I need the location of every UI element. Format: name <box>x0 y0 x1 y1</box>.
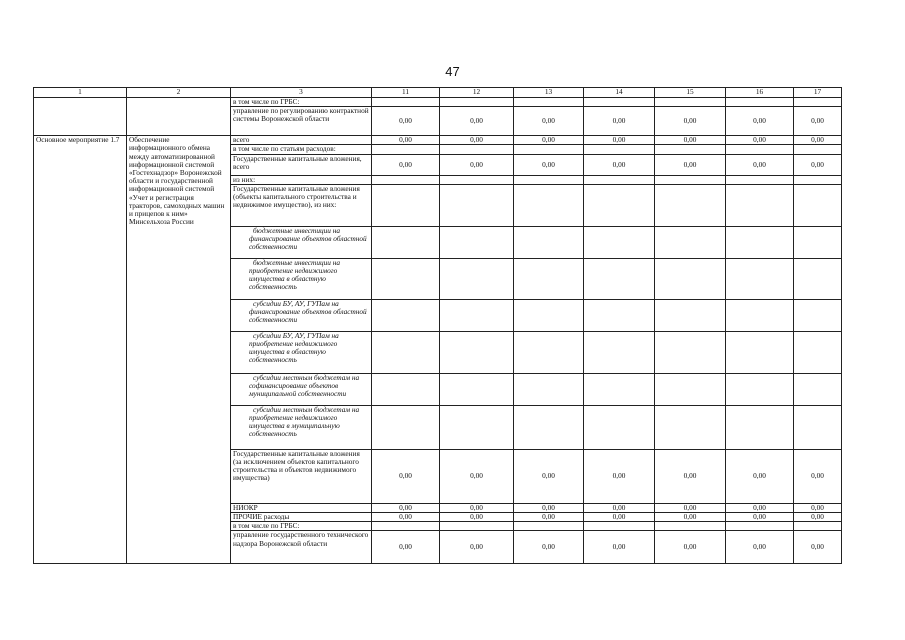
value-cell: 0,00 <box>655 513 726 522</box>
value-cell <box>514 405 584 449</box>
value-cell <box>726 522 794 531</box>
value-cell: 0,00 <box>726 531 794 564</box>
value-cell <box>372 145 440 154</box>
row-label: в том числе по ГРБС: <box>231 522 372 531</box>
value-cell <box>584 331 655 373</box>
value-cell: 0,00 <box>584 513 655 522</box>
value-cell <box>726 299 794 331</box>
value-cell: 0,00 <box>440 531 514 564</box>
header-cell: 1 <box>34 88 127 98</box>
header-cell: 12 <box>440 88 514 98</box>
empty-cell <box>127 98 231 136</box>
value-cell: 0,00 <box>440 154 514 175</box>
row-label: субсидии местным бюджетам на приобретение недвижимого имущества в муниципальную собственность <box>231 405 372 449</box>
value-cell: 0,00 <box>514 136 584 145</box>
value-cell <box>514 184 584 226</box>
value-cell <box>372 331 440 373</box>
value-cell: 0,00 <box>440 513 514 522</box>
value-cell <box>794 522 842 531</box>
value-cell <box>794 331 842 373</box>
value-cell <box>726 405 794 449</box>
value-cell <box>726 226 794 258</box>
value-cell <box>655 299 726 331</box>
value-cell <box>440 175 514 184</box>
value-cell: 0,00 <box>514 154 584 175</box>
value-cell <box>655 175 726 184</box>
value-cell <box>794 184 842 226</box>
value-cell <box>372 299 440 331</box>
value-cell <box>372 405 440 449</box>
value-cell <box>584 405 655 449</box>
value-cell <box>794 175 842 184</box>
value-cell <box>440 98 514 107</box>
value-cell <box>514 226 584 258</box>
row-label: субсидии БУ, АУ, ГУПам на финансирование объектов областной собственности <box>231 299 372 331</box>
empty-cell <box>34 98 127 136</box>
value-cell: 0,00 <box>794 107 842 136</box>
budget-table <box>33 87 842 564</box>
value-cell: 0,00 <box>440 503 514 512</box>
value-cell: 0,00 <box>794 513 842 522</box>
value-cell: 0,00 <box>726 513 794 522</box>
value-cell <box>655 226 726 258</box>
activity-code: Основное мероприятие 1.7 <box>34 136 127 564</box>
value-cell <box>794 226 842 258</box>
value-cell <box>372 373 440 405</box>
value-cell <box>726 145 794 154</box>
value-cell: 0,00 <box>584 136 655 145</box>
row-label: Государственные капитальные вложения, всего <box>231 154 372 175</box>
value-cell <box>372 522 440 531</box>
value-cell <box>655 522 726 531</box>
value-cell <box>726 184 794 226</box>
row-label: всего <box>231 136 372 145</box>
value-cell <box>584 373 655 405</box>
row-label: НИОКР <box>231 503 372 512</box>
row-label: бюджетные инвестиции на приобретение недвижимого имущества в областную собственность <box>231 258 372 299</box>
value-cell: 0,00 <box>726 449 794 503</box>
value-cell <box>514 98 584 107</box>
value-cell <box>440 258 514 299</box>
value-cell: 0,00 <box>514 531 584 564</box>
value-cell <box>655 145 726 154</box>
value-cell <box>584 258 655 299</box>
header-cell: 15 <box>655 88 726 98</box>
row-label: управление государственного технического надзора Воронежской области <box>231 531 372 564</box>
value-cell <box>655 184 726 226</box>
value-cell: 0,00 <box>372 449 440 503</box>
header-cell: 14 <box>584 88 655 98</box>
header-cell: 2 <box>127 88 231 98</box>
value-cell <box>794 373 842 405</box>
value-cell: 0,00 <box>726 107 794 136</box>
value-cell: 0,00 <box>440 136 514 145</box>
value-cell <box>372 258 440 299</box>
value-cell: 0,00 <box>655 449 726 503</box>
row-label: Государственные капитальные вложения (объекты капитального строительства и недвижимое имущество), из них: <box>231 184 372 226</box>
row-label: в том числе по статьям расходов: <box>231 145 372 154</box>
value-cell: 0,00 <box>794 136 842 145</box>
value-cell <box>726 331 794 373</box>
activity-name: Обеспечение информационного обмена между автоматизированной информационной системой «Гостехнадзор» Воронежской области и государственной информационной системой «Учет и регистрация тракторов, самоходных машин и прицепов к ним» Минсельхоза России <box>127 136 231 564</box>
row-label: субсидии местным бюджетам на софинансирование объектов муниципальной собственности <box>231 373 372 405</box>
value-cell: 0,00 <box>514 503 584 512</box>
row-label: ПРОЧИЕ расходы <box>231 513 372 522</box>
value-cell <box>584 175 655 184</box>
value-cell: 0,00 <box>655 503 726 512</box>
value-cell <box>514 145 584 154</box>
header-row <box>34 88 842 98</box>
value-cell: 0,00 <box>514 449 584 503</box>
row-label: управление по регулированию контрактной системы Воронежской области <box>231 107 372 136</box>
value-cell <box>440 226 514 258</box>
value-cell <box>794 98 842 107</box>
value-cell <box>655 373 726 405</box>
value-cell <box>726 98 794 107</box>
value-cell <box>372 175 440 184</box>
value-cell: 0,00 <box>584 503 655 512</box>
value-cell <box>372 98 440 107</box>
value-cell <box>514 258 584 299</box>
value-cell <box>726 373 794 405</box>
value-cell <box>794 258 842 299</box>
value-cell <box>794 299 842 331</box>
value-cell: 0,00 <box>440 449 514 503</box>
value-cell <box>726 258 794 299</box>
row-label: Государственные капитальные вложения (за исключением объектов капитального строительства и объектов недвижимого имущества) <box>231 449 372 503</box>
header-cell: 13 <box>514 88 584 98</box>
value-cell <box>372 226 440 258</box>
value-cell: 0,00 <box>726 136 794 145</box>
value-cell <box>584 299 655 331</box>
value-cell <box>655 405 726 449</box>
value-cell <box>440 145 514 154</box>
header-cell: 3 <box>231 88 372 98</box>
value-cell <box>794 145 842 154</box>
value-cell: 0,00 <box>655 531 726 564</box>
value-cell <box>440 373 514 405</box>
value-cell <box>584 145 655 154</box>
value-cell: 0,00 <box>584 531 655 564</box>
value-cell: 0,00 <box>726 154 794 175</box>
value-cell: 0,00 <box>372 513 440 522</box>
value-cell: 0,00 <box>372 503 440 512</box>
page-number: 47 <box>445 64 460 79</box>
value-cell: 0,00 <box>514 107 584 136</box>
value-cell <box>372 184 440 226</box>
value-cell: 0,00 <box>372 107 440 136</box>
header-cell: 11 <box>372 88 440 98</box>
value-cell <box>440 299 514 331</box>
header-cell: 16 <box>726 88 794 98</box>
value-cell <box>655 331 726 373</box>
value-cell: 0,00 <box>372 136 440 145</box>
value-cell: 0,00 <box>794 531 842 564</box>
value-cell <box>655 98 726 107</box>
row-label: субсидии БУ, АУ, ГУПам на приобретение недвижимого имущества в областную собственность <box>231 331 372 373</box>
value-cell <box>726 175 794 184</box>
value-cell: 0,00 <box>584 449 655 503</box>
value-cell <box>584 226 655 258</box>
row-label: в том числе по ГРБС: <box>231 98 372 107</box>
value-cell <box>440 405 514 449</box>
value-cell <box>514 522 584 531</box>
table-row <box>34 98 842 107</box>
value-cell <box>794 405 842 449</box>
value-cell <box>584 98 655 107</box>
value-cell: 0,00 <box>726 503 794 512</box>
value-cell <box>655 258 726 299</box>
value-cell: 0,00 <box>655 154 726 175</box>
value-cell <box>514 175 584 184</box>
value-cell <box>514 373 584 405</box>
value-cell <box>514 331 584 373</box>
value-cell <box>584 522 655 531</box>
row-label: бюджетные инвестиции на финансирование объектов областной собственности <box>231 226 372 258</box>
value-cell: 0,00 <box>794 154 842 175</box>
value-cell: 0,00 <box>584 154 655 175</box>
value-cell: 0,00 <box>655 107 726 136</box>
value-cell <box>440 184 514 226</box>
value-cell: 0,00 <box>655 136 726 145</box>
value-cell <box>514 299 584 331</box>
value-cell: 0,00 <box>372 531 440 564</box>
value-cell: 0,00 <box>372 154 440 175</box>
value-cell <box>440 331 514 373</box>
value-cell: 0,00 <box>794 449 842 503</box>
value-cell: 0,00 <box>440 107 514 136</box>
value-cell: 0,00 <box>584 107 655 136</box>
value-cell <box>440 522 514 531</box>
table-row <box>34 136 842 145</box>
value-cell: 0,00 <box>794 503 842 512</box>
value-cell: 0,00 <box>514 513 584 522</box>
row-label: из них: <box>231 175 372 184</box>
header-cell: 17 <box>794 88 842 98</box>
value-cell <box>584 184 655 226</box>
